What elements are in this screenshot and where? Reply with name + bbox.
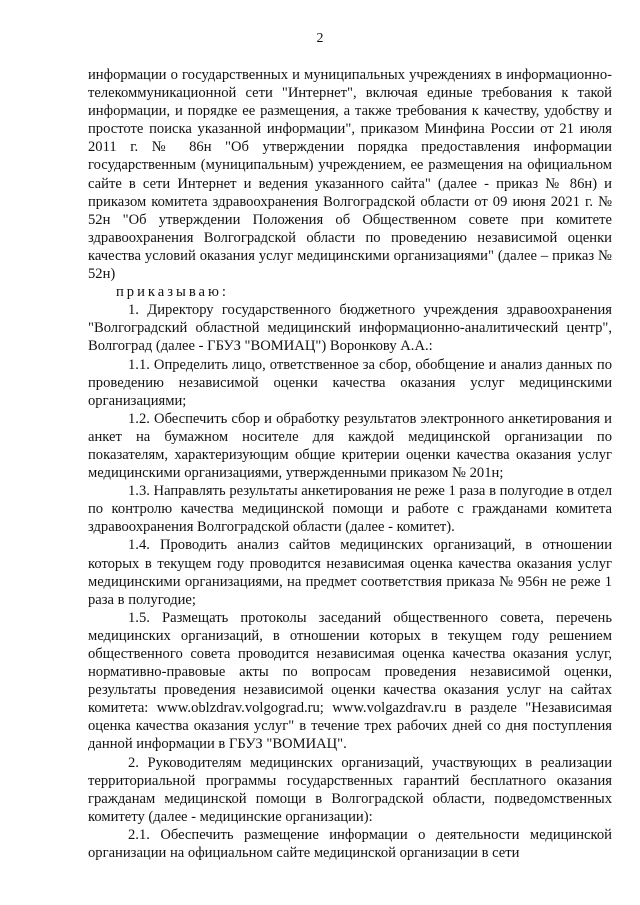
- paragraph-1-3: 1.3. Направлять результаты анкетирования не реже 1 раза в полугодие в отдел по контролю качества медицинской помощи и работе с гражданами комитета здравоохранения Волгоградской области (далее - комитет).: [88, 483, 612, 536]
- order-heading: приказываю:: [116, 284, 229, 301]
- paragraph-1-5: 1.5. Размещать протоколы заседаний общественного совета, перечень медицинских организаций, в отношении которых в текущем году решением общественного совета проводится независимая оценка качества оказания услуг, нормативно-правовые акты по вопросам проведения независимой оценки, результаты проведения независимой оценки качества оказания услуг на сайтах комитета: www.oblzdrav.volgograd.ru; www.volgazdrav.ru в разделе "Независимая оценка качества оказания услуг" в течение трех рабочих дней со дня поступления данной информации в ГБУЗ "ВОМИАЦ".: [88, 609, 612, 753]
- page-number: 2: [316, 31, 324, 46]
- paragraph-intro-continuation: информации о государственных и муниципальных учреждениях в информационно-телекоммуникационной сети "Интернет", включая единые требования к такой информации, и порядке ее размещения, а также требования к качеству, удобству и простоте поиска указанной информации", приказом Минфина России от 21 июля 2011 г. № 86н "Об утверждении порядка предоставления информации государственным (муниципальным) учреждением, ее размещения на официальном сайте в сети Интернет и ведения указанного сайта" (далее - приказ № 86н) и приказом комитета здравоохранения Волгоградской области от 09 июня 2021 г. № 52н "Об утверждении Положения об Общественном совете при комитете здравоохранения Волгоградской области по проведению независимой оценки качества условий оказания услуг медицинскими организациями" (далее – приказ № 52н): [88, 67, 612, 283]
- paragraph-2-1: 2.1. Обеспечить размещение информации о деятельности медицинской организации на официальном сайте медицинской организации в сети: [88, 826, 612, 862]
- paragraph-1: 1. Директору государственного бюджетного учреждения здравоохранения "Волгоградский областной медицинский информационно-аналитический центр", Волгоград (далее - ГБУЗ "ВОМИАЦ") Воронкову А.А.:: [88, 302, 612, 355]
- paragraph-1-2: 1.2. Обеспечить сбор и обработку результатов электронного анкетирования и анкет на бумажном носителе для каждой медицинской организации по показателям, характеризующим общие критерии оценки качества оказания услуг медицинскими организациями, утвержденными приказом № 201н;: [88, 410, 612, 482]
- paragraph-1-1: 1.1. Определить лицо, ответственное за сбор, обобщение и анализ данных по проведению независимой оценки качества оказания услуг медицинскими организациями;: [88, 356, 612, 409]
- document-body: [88, 66, 612, 862]
- paragraph-1-4: 1.4. Проводить анализ сайтов медицинских организаций, в отношении которых в текущем году проводится независимая оценка качества оказания услуг медицинскими организациями, на предмет соответствия приказа № 956н не реже 1 раза в полугодие;: [88, 537, 612, 608]
- paragraph-2: 2. Руководителям медицинских организаций, участвующих в реализации территориальной программы государственных гарантий бесплатного оказания гражданам медицинской помощи в Волгоградской области, подведомственных комитету (далее - медицинские организации):: [88, 754, 612, 825]
